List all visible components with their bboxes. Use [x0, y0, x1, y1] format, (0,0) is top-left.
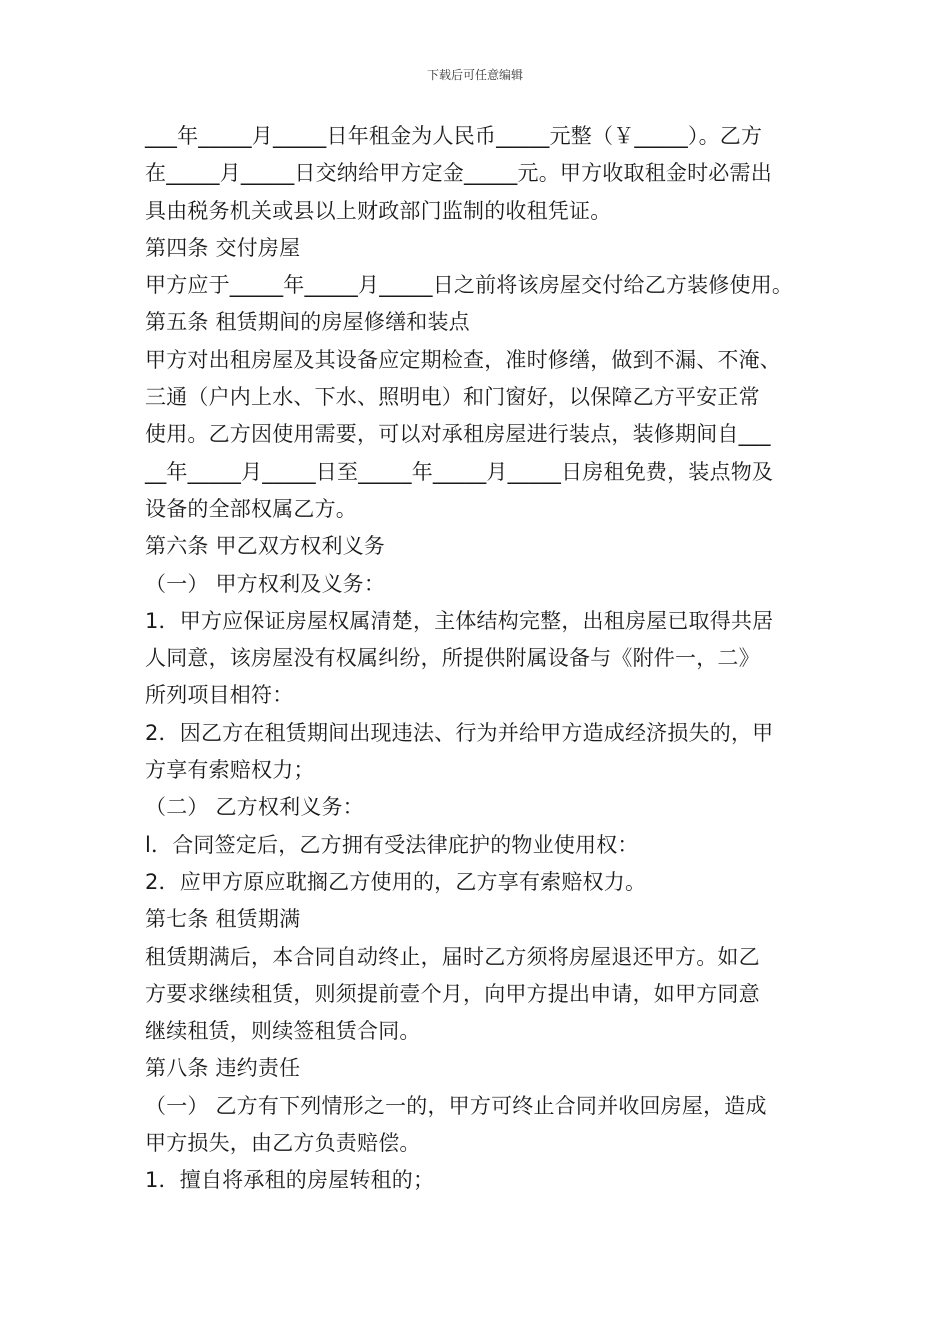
text-line: 使用。乙方因使用需要，可以对承租房屋进行装点，装修期间自___ — [145, 422, 771, 447]
text-line: 1．甲方应保证房屋权属清楚，主体结构完整，出租房屋已取得共居 — [145, 608, 774, 633]
page-header: 下载后可任意编辑 — [426, 68, 523, 82]
text-line: 所列项目相符： — [145, 683, 294, 708]
subsection-heading: （二） 乙方权利义务： — [145, 795, 364, 820]
section-heading: 第七条 租赁期满 — [145, 907, 301, 932]
text-line: 2．因乙方在租赁期间出现违法、行为并给甲方造成经济损失的，甲 — [145, 720, 774, 745]
text-line: 租赁期满后，本合同自动终止，届时乙方须将房屋退还甲方。如乙 — [145, 944, 760, 969]
text-line: 在_____月_____日交纳给甲方定金_____元。甲方收取租金时必需出 — [145, 161, 772, 186]
text-line: 继续租赁，则续签租赁合同。 — [145, 1019, 421, 1044]
text-line: 方享有索赔权力； — [145, 758, 315, 783]
text-line: 甲方对出租房屋及其设备应定期检查，准时修缮，做到不漏、不淹、 — [145, 347, 781, 372]
text-line: 具由税务机关或县以上财政部门监制的收租凭证。 — [145, 198, 612, 223]
text-line: 甲方损失，由乙方负责赔偿。 — [145, 1131, 421, 1156]
subsection-heading: （一） 乙方有下列情形之一的，甲方可终止合同并收回房屋，造成 — [145, 1093, 767, 1118]
section-heading: 第六条 甲乙双方权利义务 — [145, 534, 386, 559]
text-line: __年_____月_____日至_____年_____月_____日房租免费，装点物及 — [145, 459, 774, 484]
section-heading: 第八条 违约责任 — [145, 1056, 301, 1081]
text-line: 设备的全部权属乙方。 — [145, 496, 357, 521]
text-line: l．合同签定后，乙方拥有受法律庇护的物业使用权： — [145, 832, 639, 857]
text-line: 甲方应于_____年_____月_____日之前将该房屋交付给乙方装修使用。 — [145, 273, 794, 298]
text-line: 1．擅自将承租的房屋转租的； — [145, 1168, 435, 1193]
text-line: 三通（户内上水、下水、照明电）和门窗好，以保障乙方平安正常 — [145, 385, 760, 410]
text-line: ___年_____月_____日年租金为人民币_____元整（￥_____）。乙方 — [145, 124, 763, 148]
text-line: 人同意，该房屋没有权属纠纷，所提供附属设备与《附件一，二》 — [145, 646, 760, 671]
subsection-heading: （一） 甲方权利及义务： — [145, 571, 386, 596]
section-heading: 第四条 交付房屋 — [145, 235, 301, 260]
text-line: 2．应甲方原应耽搁乙方使用的，乙方享有索赔权力。 — [145, 869, 647, 894]
document-body — [145, 118, 825, 1200]
text-line: 方要求继续租赁，则须提前壹个月，向甲方提出申请，如甲方同意 — [145, 981, 760, 1006]
section-heading: 第五条 租赁期间的房屋修缮和装点 — [145, 310, 470, 335]
